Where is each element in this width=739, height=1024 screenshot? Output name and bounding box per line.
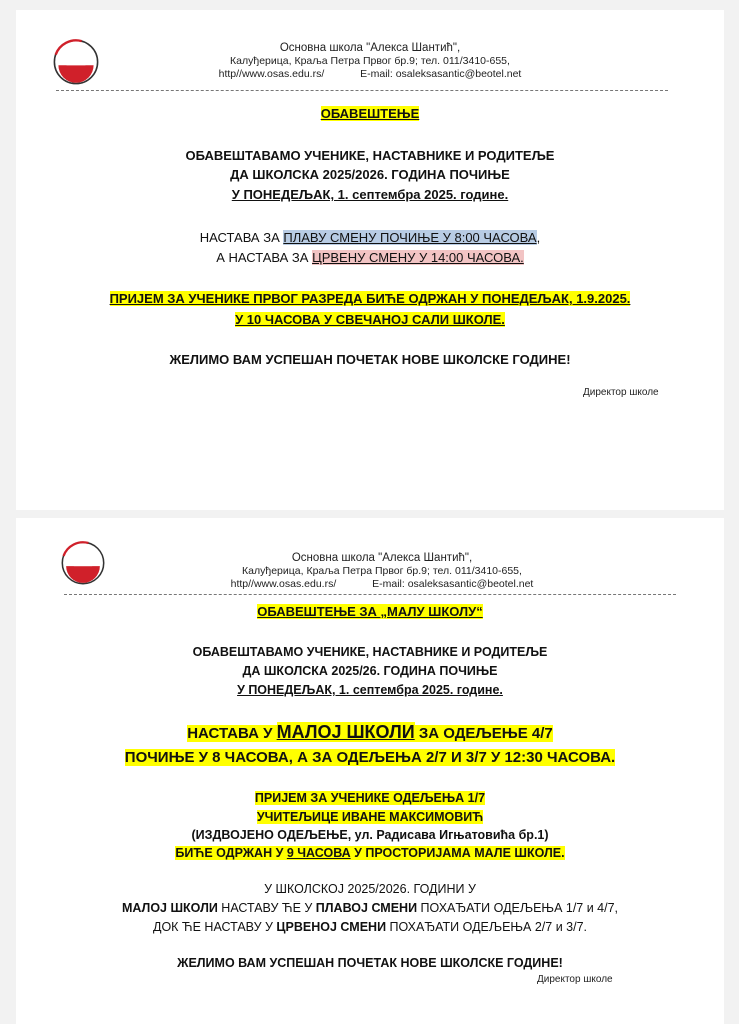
notice-title-text: ОБАВЕШТЕЊЕ <box>320 106 420 121</box>
small-school-times: ПОЧИЊЕ У 8 ЧАСОВА, А ЗА ОДЕЉЕЊА 2/7 И 3/7 У 12:30 ЧАСОВА. <box>124 749 616 766</box>
notice-line-2: ДА ШКОЛСКА 2025/2026. ГОДИНА ПОЧИЊЕ <box>230 167 510 182</box>
school-name: Основна школа "Алекса Шантић", <box>279 42 461 54</box>
notice-title-text: ОБАВЕШТЕЊЕ ЗА „МАЛУ ШКОЛУ“ <box>257 604 483 619</box>
reception-time: 9 ЧАСОВА <box>286 846 351 860</box>
blue-shift-prefix: НАСТАВА ЗА <box>199 230 284 245</box>
reception-line-2-text: УЧИТЕЉИЦЕ ИВАНЕ МАКСИМОВИЋ <box>256 810 484 824</box>
header-divider <box>64 594 676 595</box>
wish-line: ЖЕЛИМО ВАМ УСПЕШАН ПОЧЕТАК НОВЕ ШКОЛСКЕ ГОДИНЕ! <box>169 352 571 367</box>
reception-line-2 <box>16 810 724 824</box>
schedule-blue-shift: ПЛАВОЈ СМЕНИ <box>315 901 418 915</box>
director-signature: Директор школе <box>537 974 613 985</box>
school-website[interactable]: http//www.osas.edu.rs/ <box>230 578 337 590</box>
reception-line-2 <box>16 312 724 327</box>
reception-line-1 <box>16 791 724 805</box>
school-email[interactable]: E-mail: osaleksasantic@beotel.net <box>360 68 522 80</box>
reception-line-4-suffix: У ПРОСТОРИЈАМА МАЛЕ ШКОЛЕ. <box>350 846 565 860</box>
reception-line-4 <box>16 846 724 860</box>
schedule-line-3 <box>16 920 724 934</box>
blue-shift-highlight: ПЛАВУ СМЕНУ ПОЧИЊЕ У 8:00 ЧАСОВА <box>283 230 537 245</box>
small-school-suffix: ЗА ОДЕЉЕЊЕ 4/7 <box>414 725 553 742</box>
notice-title <box>16 106 724 121</box>
blue-shift-line <box>16 230 724 245</box>
notice-line-3: У ПОНЕДЕЉАК, 1. септембра 2025. године. <box>231 187 509 202</box>
notice-page-1 <box>16 10 724 510</box>
school-email[interactable]: E-mail: osaleksasantic@beotel.net <box>372 578 534 590</box>
notice-title <box>16 604 724 619</box>
reception-line-4-prefix: БИЋЕ ОДРЖАН У <box>175 846 287 860</box>
schedule-text-b: ПОХАЂАТИ ОДЕЉЕЊА 1/7 и 4/7, <box>417 901 619 915</box>
notice-page-2 <box>16 518 724 1024</box>
red-shift-line <box>16 250 724 265</box>
schedule-line-2 <box>16 901 724 915</box>
director-signature: Директор школе <box>583 387 659 398</box>
header-divider <box>56 90 668 91</box>
blue-shift-suffix: , <box>536 230 541 245</box>
notice-line-2: ДА ШКОЛСКА 2025/26. ГОДИНА ПОЧИЊЕ <box>242 664 498 678</box>
reception-line-1-text: ПРИЈЕМ ЗА УЧЕНИКЕ ОДЕЉЕЊА 1/7 <box>254 791 486 805</box>
small-school-prefix: НАСТАВА У <box>187 725 277 742</box>
schedule-line-1: У ШКОЛСКОЈ 2025/2026. ГОДИНИ У <box>264 882 476 896</box>
reception-line-1-text: ПРИЈЕМ ЗА УЧЕНИКЕ ПРВОГ РАЗРЕДА БИЋЕ ОДРЖАН У ПОНЕДЕЉАК, 1.9.2025. <box>109 291 631 306</box>
school-name: Основна школа "Алекса Шантић", <box>291 552 473 564</box>
school-address: Калуђерица, Краља Петра Првог бр.9; тел. 011/3410-655, <box>230 55 510 67</box>
schedule-text-c: ДОК ЋЕ НАСТАВУ У <box>152 920 277 934</box>
small-school-line-2 <box>16 749 724 766</box>
notice-line-3: У ПОНЕДЕЉАК, 1. септембра 2025. године. <box>237 683 503 697</box>
red-shift-highlight: ЦРВЕНУ СМЕНУ У 14:00 ЧАСОВА. <box>312 250 524 265</box>
notice-line-1: ОБАВЕШТАВАМО УЧЕНИКЕ, НАСТАВНИКЕ И РОДИТЕЉЕ <box>185 148 555 163</box>
school-header <box>16 42 724 81</box>
school-header <box>28 552 736 591</box>
red-shift-prefix: А НАСТАВА ЗА <box>216 250 313 265</box>
schedule-text-a: НАСТАВУ ЋЕ У <box>217 901 316 915</box>
wish-line: ЖЕЛИМО ВАМ УСПЕШАН ПОЧЕТАК НОВЕ ШКОЛСКЕ ГОДИНЕ! <box>177 956 563 970</box>
small-school-line-1 <box>16 722 724 743</box>
schedule-red-shift: ЦРВЕНОЈ СМЕНИ <box>276 920 387 934</box>
small-school-name: МАЛОЈ ШКОЛИ <box>276 722 415 742</box>
schedule-text-d: ПОХАЂАТИ ОДЕЉЕЊА 2/7 и 3/7. <box>386 920 588 934</box>
reception-line-1 <box>16 291 724 306</box>
notice-line-1: ОБАВЕШТАВАМО УЧЕНИКЕ, НАСТАВНИКЕ И РОДИТЕЉЕ <box>192 645 548 659</box>
reception-line-3: (ИЗДВОЈЕНО ОДЕЉЕЊЕ, ул. Радисава Игњатовића бр.1) <box>191 828 549 842</box>
reception-line-2-text: У 10 ЧАСОВА У СВЕЧАНОЈ САЛИ ШКОЛЕ. <box>235 312 505 327</box>
school-address: Калуђерица, Краља Петра Првог бр.9; тел. 011/3410-655, <box>242 565 522 577</box>
schedule-small-school: МАЛОЈ ШКОЛИ <box>121 901 218 915</box>
school-website[interactable]: http//www.osas.edu.rs/ <box>218 68 325 80</box>
